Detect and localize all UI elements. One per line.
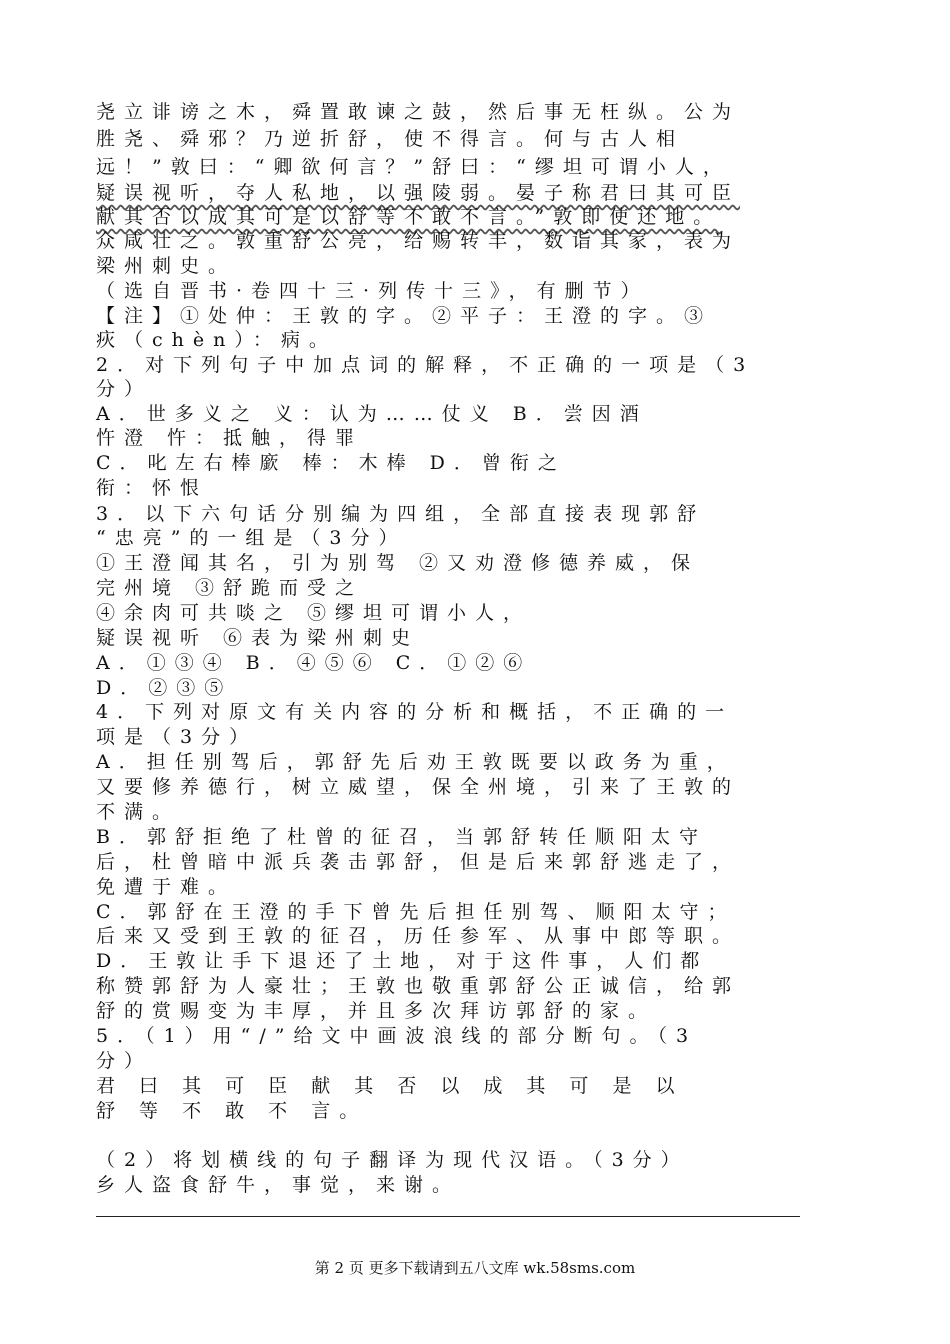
option-line: C．郭舒在王澄的手下曾先后担任别驾、顺阳太守； <box>96 901 736 923</box>
question-2: 2．对下列句子中加点词的解释，不正确的一项是（3 <box>96 354 755 376</box>
option-line: D．王敦让手下退还了土地，对于这件事，人们都 <box>96 950 709 972</box>
option-line: A．①③④ B．④⑤⑥ C．①②⑥ <box>96 652 532 674</box>
text-line: 又要修养德行，树立威望，保全州境，引来了王敦的 <box>96 776 741 798</box>
text-line: 尧立诽谤之木，舜置敢谏之鼓，然后事无枉纵。公为 <box>96 101 741 123</box>
text-line: 不满。 <box>96 801 181 823</box>
question-5-2: （2）将划横线的句子翻译为现代汉语。（3分） <box>96 1149 689 1171</box>
option-line: ①王澄闻其名，引为别驾 ②又劝澄修德养威，保 <box>96 552 700 574</box>
answer-line <box>96 1216 800 1217</box>
text-line: 免遭于难。 <box>96 876 237 898</box>
text-line: 梁州刺史。 <box>96 255 237 277</box>
text-line: 后，杜曾暗中派兵袭击郭舒，但是后来郭舒逃走了， <box>96 851 741 873</box>
option-line: 疑误视听 ⑥表为梁州刺史 <box>96 627 420 649</box>
text-line: “忠亮”的一组是（3分） <box>96 527 407 549</box>
text-line: 称赞郭舒为人豪壮；王敦也敬重郭舒公正诚信，给郭 <box>96 975 741 997</box>
option-line: A．担任别驾后，郭舒先后劝王敦既要以政务为重， <box>96 751 735 773</box>
text-line <box>96 1124 856 1149</box>
question-3: 3．以下六句话分别编为四组，全部直接表现郭舒 <box>96 503 706 525</box>
option-line: 忤澄 忤：抵触，得罪 <box>96 427 364 449</box>
option-line: ④余肉可共啖之 ⑤缪坦可谓小人， <box>96 602 532 624</box>
option-line: D．②③⑤ <box>96 677 233 699</box>
option-line: C．叱左右棒廞 棒：木棒 D．曾衔之 <box>96 452 566 474</box>
note-line: 【注】①处仲：王敦的字。②平子：王澄的字。③ <box>96 305 713 327</box>
text-line: 分） <box>96 1050 153 1072</box>
question-5: 5．（1）用“/”给文中画波浪线的部分断句。（3 <box>96 1025 698 1047</box>
text-line-wavy: 疑误视听，夺人私地，以强陵弱。晏子称君曰其可臣 <box>96 182 741 204</box>
text-line: 项是（3分） <box>96 726 258 748</box>
option-line: B．郭舒拒绝了杜曾的征召，当郭舒转任顺阳太守 <box>96 826 707 848</box>
source-line: （选自晋书·卷四十三·列传十三》，有删节） <box>96 280 649 302</box>
text-line: 远！”敦曰：“卿欲何言？”舒曰：“缪坦可谓小人， <box>96 156 731 178</box>
page-footer: 第 2 页 更多下载请到五八文库 wk.58sms.com <box>314 1259 636 1277</box>
text-line: 后来又受到王敦的征召，历任参军、从事中郎等职。 <box>96 925 741 947</box>
note-line: 疢（chèn）：病。 <box>96 329 337 351</box>
punctuation-exercise: 舒 等 不 敢 不 言。 <box>96 1100 368 1122</box>
option-line: 完州境 ③舒跪而受之 <box>96 577 364 599</box>
option-line: 衔：怀恨 <box>96 477 209 499</box>
option-line: A．世多义之 义：认为……仗义 B．尝因酒 <box>96 403 648 425</box>
text-line: 分） <box>96 378 153 400</box>
text-line: 舒的赏赐变为丰厚，并且多次拜访郭舒的家。 <box>96 1000 657 1022</box>
text-line: 众咸壮之。敦重舒公亮，给赐转丰，数诣其家，表为 <box>96 230 741 252</box>
text-line-wavy: 献其否以成其可是以舒等不敢不言。”敦即使还地。 <box>96 206 722 228</box>
translation-sentence: 乡人盗食舒牛，事觉，来谢。 <box>96 1174 461 1196</box>
question-4: 4．下列对原文有关内容的分析和概括，不正确的一 <box>96 701 734 723</box>
text-line: 胜尧、舜邪？乃逆折舒，使不得言。何与古人相 <box>96 128 685 150</box>
punctuation-exercise: 君 曰 其 可 臣 献 其 否 以 成 其 可 是 以 <box>96 1075 684 1097</box>
